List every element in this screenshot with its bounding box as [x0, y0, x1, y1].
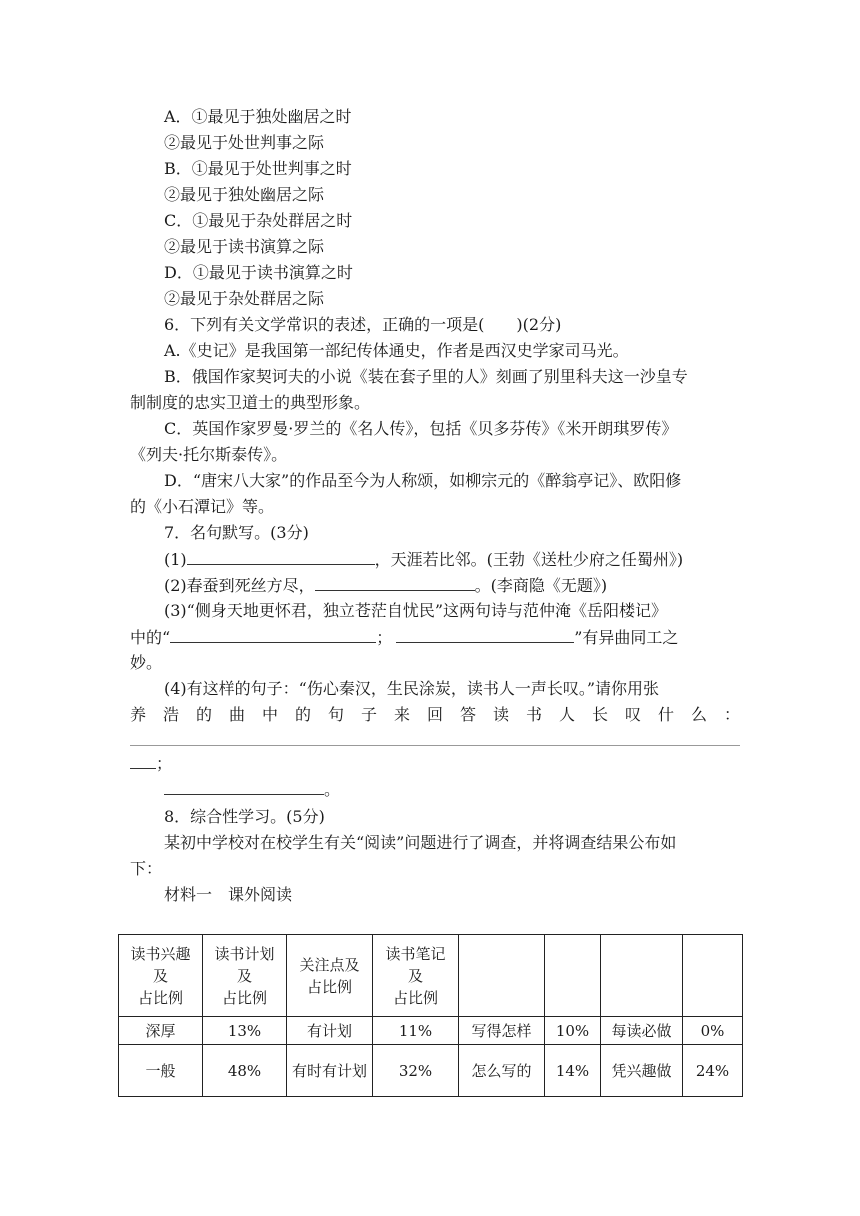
- table-cell: 13%: [203, 1017, 287, 1045]
- table-cell: 32%: [373, 1045, 459, 1097]
- q7-part4-line2: 养浩的曲中的句子来回答读书人长叹什么：: [130, 705, 740, 724]
- q8-material-title: 材料一 课外阅读: [164, 885, 293, 904]
- option-a-line1: A．①最见于独处幽居之时: [164, 107, 352, 126]
- option-d-line1: D．①最见于读书演算之时: [164, 263, 353, 282]
- option-b-line1: B．①最见于处世判事之时: [164, 159, 352, 178]
- table-cell: 有计划: [287, 1017, 373, 1045]
- q8-intro-line1: 某初中学校对在校学生有关“阅读”问题进行了调查，并将调查结果公布如: [164, 833, 677, 852]
- survey-table: [118, 934, 743, 1097]
- q7-part3-line2: [130, 626, 740, 649]
- q6-stem: 6．下列有关文学常识的表述，正确的一项是( )(2分): [164, 315, 562, 334]
- q6-option-b-line2: 制制度的忠实卫道士的典型形象。: [130, 393, 371, 412]
- q7-part2-prefix: (2)春蚕到死丝方尽，: [164, 576, 315, 595]
- option-a-line2: ②最见于处世判事之际: [164, 133, 325, 152]
- q7-answer-blank-3b[interactable]: [396, 626, 574, 643]
- option-c-line2: ②最见于读书演算之际: [164, 237, 325, 256]
- q7-part3-line3: 妙。: [130, 653, 163, 672]
- q8-stem: 8．综合性学习。(5分): [164, 807, 325, 826]
- q6-option-d-line1: D．“唐宋八大家”的作品至今为人称颂，如柳宗元的《醉翁亭记》、欧阳修: [164, 471, 682, 490]
- table-header-row: [119, 935, 743, 1017]
- q7-answer-blank-3a[interactable]: [170, 626, 376, 643]
- header-cell-interest: 读书兴趣 及 占比例: [119, 935, 203, 1017]
- q6-option-c-line1: C．英国作家罗曼·罗兰的《名人传》，包括《贝多芬传》《米开朗琪罗传》: [164, 419, 678, 438]
- table-cell: 深厚: [119, 1017, 203, 1045]
- q7-part3-suffix: ”有异曲同工之: [574, 628, 679, 647]
- table-cell: 0%: [683, 1017, 743, 1045]
- table-cell: 怎么写的: [459, 1045, 545, 1097]
- q7-part1: [164, 548, 740, 571]
- q7-part4-line4: [164, 778, 740, 801]
- q6-option-b-line1: B．俄国作家契诃夫的小说《装在套子里的人》刻画了别里科夫这一沙皇专: [164, 367, 688, 386]
- q7-part4-separator: ；: [156, 754, 173, 773]
- header-cell-empty: [601, 935, 683, 1017]
- q7-part3-separator: ；: [376, 628, 393, 647]
- table-cell: 24%: [683, 1045, 743, 1097]
- q7-part3-line1: (3)“侧身天地更怀君，独立苍茫自忧民”这两句诗与范仲淹《岳阳楼记》: [164, 601, 668, 620]
- table-cell: 11%: [373, 1017, 459, 1045]
- q7-answer-blank-4a-end[interactable]: [130, 752, 156, 769]
- q7-part4-line3: [130, 752, 740, 775]
- option-d-line2: ②最见于杂处群居之际: [164, 289, 325, 308]
- q7-part2: [164, 574, 740, 597]
- header-cell-empty: [545, 935, 601, 1017]
- q7-part3-prefix: 中的“: [130, 628, 171, 647]
- table-row: [119, 1045, 743, 1097]
- q7-answer-blank-4b[interactable]: [164, 778, 324, 795]
- q7-answer-blank-1[interactable]: [187, 548, 375, 565]
- q7-part1-suffix: ，天涯若比邻。(王勃《送杜少府之任蜀州》): [374, 550, 684, 569]
- q7-part2-suffix: 。(李商隐《无题》): [474, 576, 608, 595]
- header-cell-empty: [683, 935, 743, 1017]
- table-cell: 写得怎样: [459, 1017, 545, 1045]
- table-cell: 凭兴趣做: [601, 1045, 683, 1097]
- table-cell: 10%: [545, 1017, 601, 1045]
- q7-stem: 7．名句默写。(3分): [164, 523, 309, 542]
- q7-answer-line-4a[interactable]: [130, 745, 740, 746]
- q8-intro-line2: 下：: [130, 859, 163, 878]
- q6-option-a: A.《史记》是我国第一部纪传体通史，作者是西汉史学家司马光。: [164, 341, 629, 360]
- q7-part1-prefix: (1): [164, 550, 187, 569]
- q7-answer-blank-2[interactable]: [315, 574, 475, 591]
- table-cell: 每读必做: [601, 1017, 683, 1045]
- option-b-line2: ②最见于独处幽居之际: [164, 185, 325, 204]
- header-cell-empty: [459, 935, 545, 1017]
- q7-part4-line1: (4)有这样的句子：“伤心秦汉，生民涂炭，读书人一声长叹。”请你用张: [164, 679, 660, 698]
- option-c-line1: C．①最见于杂处群居之时: [164, 211, 353, 230]
- q6-option-c-line2: 《列夫·托尔斯泰传》。: [130, 445, 288, 464]
- header-cell-focus: 关注点及 占比例: [287, 935, 373, 1017]
- table-row: [119, 1017, 743, 1045]
- table-cell: 有时有计划: [287, 1045, 373, 1097]
- header-cell-notes: 读书笔记 及 占比例: [373, 935, 459, 1017]
- header-cell-plan: 读书计划 及 占比例: [203, 935, 287, 1017]
- q7-part4-end: 。: [324, 780, 341, 799]
- table-cell: 48%: [203, 1045, 287, 1097]
- table-cell: 一般: [119, 1045, 203, 1097]
- table-cell: 14%: [545, 1045, 601, 1097]
- q6-option-d-line2: 的《小石潭记》等。: [130, 497, 275, 516]
